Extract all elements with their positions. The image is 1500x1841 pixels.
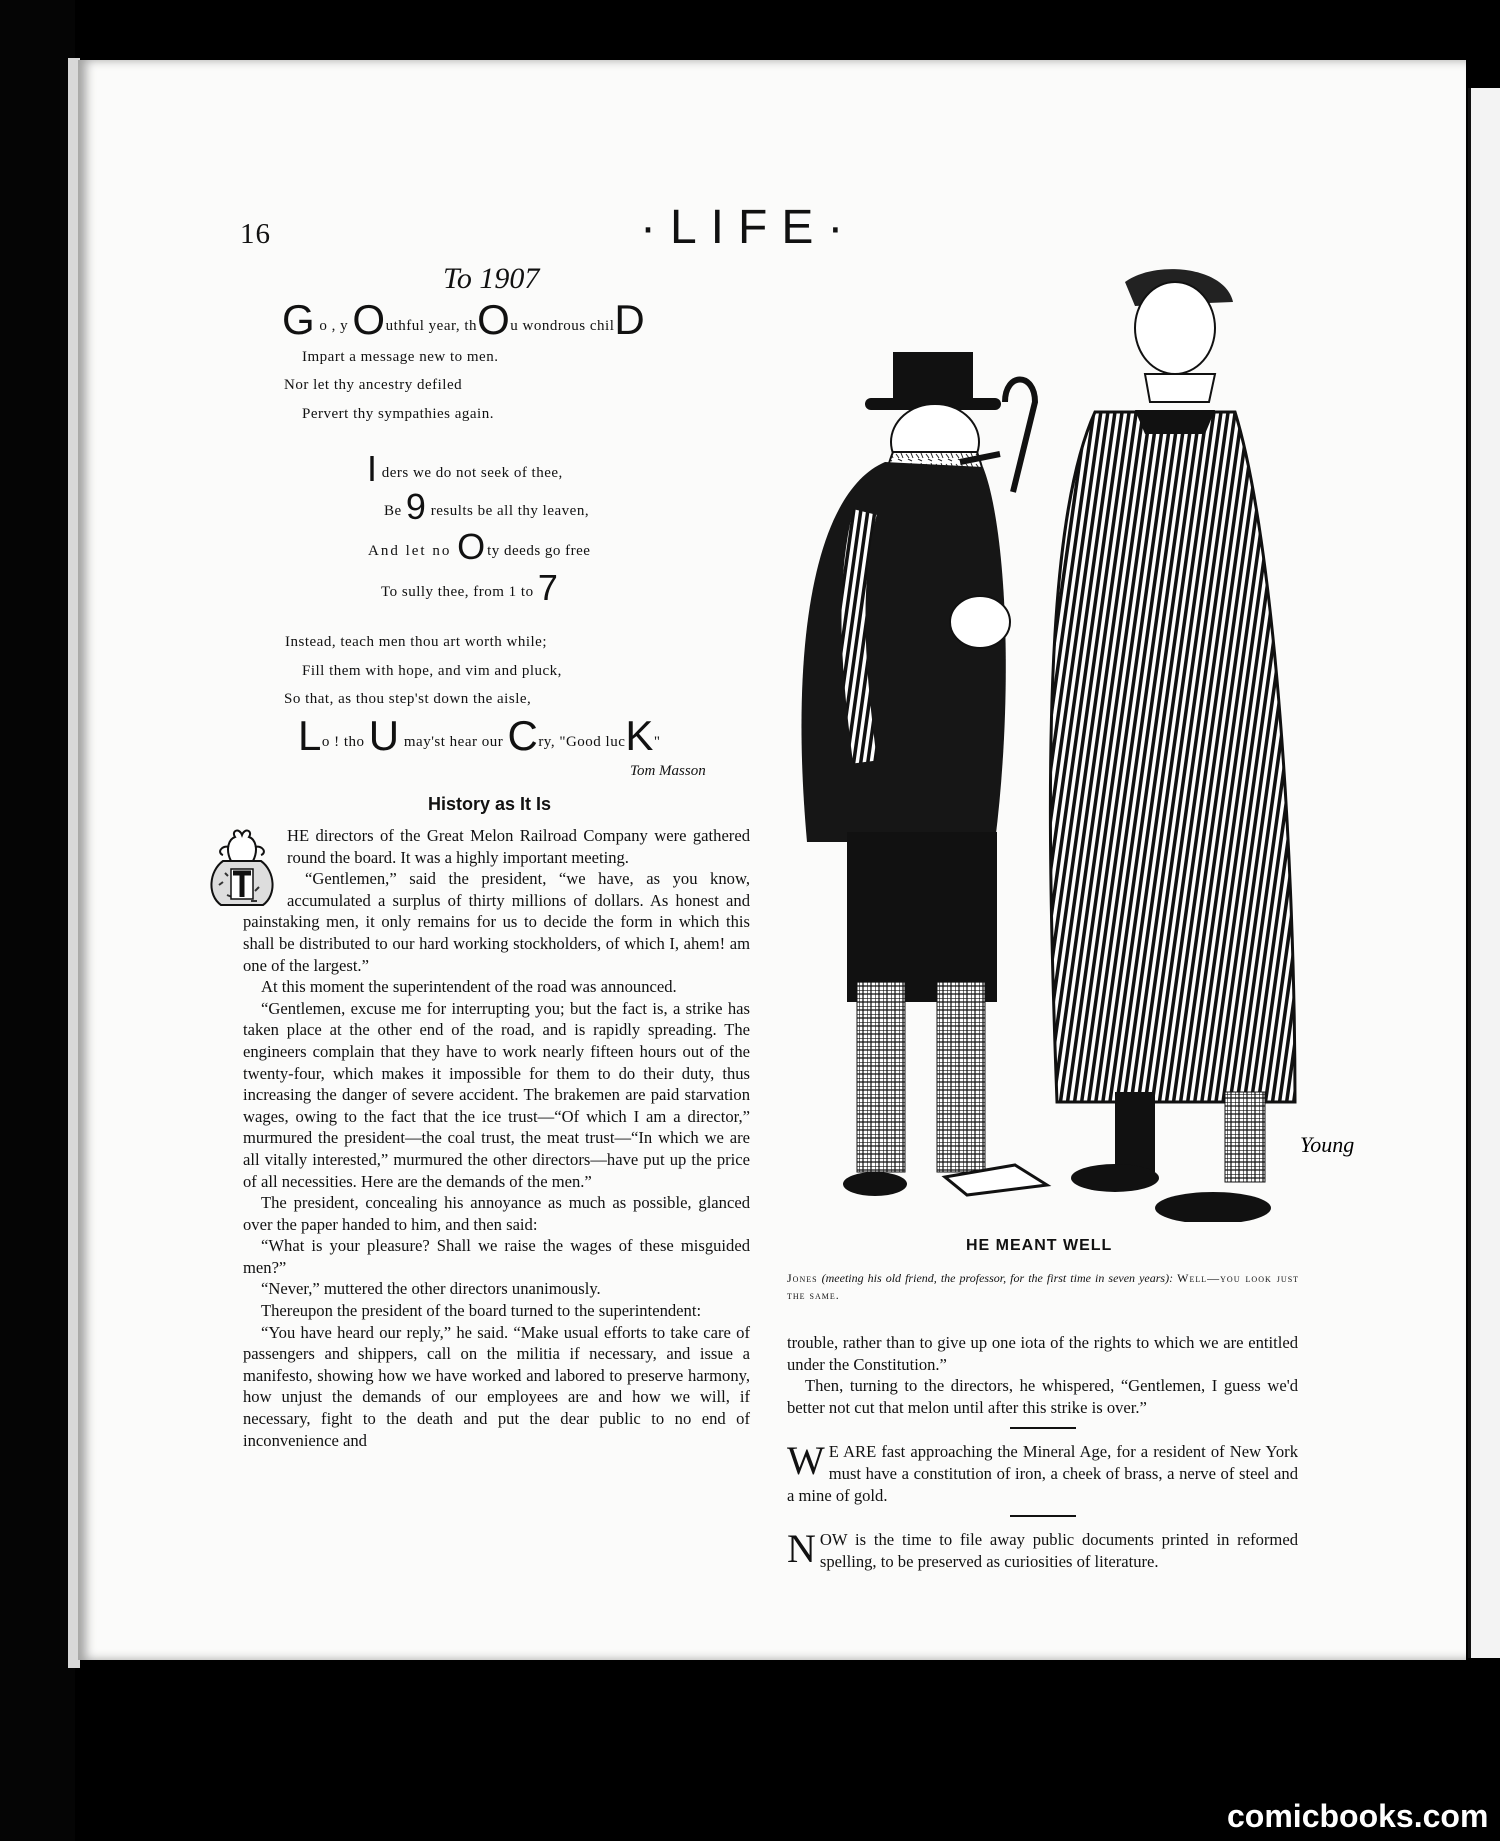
story-paragraph: “Gentlemen,” said the president, “we have, as you know, accumulated a surplus of thirty millions of dollars. As honest and painstaking men, it only remains for us to decide the form in which this shall be distributed to our hard working stockholders, of which I, ahem! am one of the largest.” bbox=[243, 869, 750, 975]
story-paragraph: “You have heard our reply,” he said. “Make usual efforts to take care of passengers and shippers, call on the militia if necessary, and issue a manifesto, showing how we have worked and labored to preserve harmony, how unjust the demands of our employees are and how we will, if necessary, fight to the death and put the dear public to no end of inconvenience and bbox=[243, 1322, 750, 1450]
masthead-life: ·LIFE· bbox=[640, 201, 858, 254]
poem-line-7: And let no Oty deeds go free bbox=[368, 526, 591, 567]
poem-line-1: G o , y Outhful year, thOu wondrous chilD bbox=[282, 296, 646, 343]
page-number: 16 bbox=[240, 218, 271, 250]
watermark: comicbooks.com bbox=[1227, 1798, 1489, 1834]
story-paragraph: “Never,” muttered the other directors unanimously. bbox=[261, 1279, 601, 1299]
poem-line-9: Instead, teach men thou art worth while; bbox=[285, 634, 548, 650]
artist-signature: Young bbox=[1300, 1132, 1355, 1157]
story-paragraph: Then, turning to the directors, he whispered, “Gentlemen, I guess we'd better not cut that melon until after this strike is over.” bbox=[787, 1376, 1298, 1417]
poem-line-11: So that, as thou step'st down the aisle, bbox=[284, 691, 532, 707]
poem-line-5: I ders we do not seek of thee, bbox=[367, 448, 563, 489]
poem-line-3: Nor let thy ancestry defiled bbox=[284, 377, 463, 393]
tall-man-figure bbox=[1050, 269, 1295, 1222]
cartoon-caption-title: HE MEANT WELL bbox=[966, 1237, 1113, 1254]
poem-line-10: Fill them with hope, and vim and pluck, bbox=[302, 663, 562, 679]
poem-line-2: Impart a message new to men. bbox=[302, 349, 499, 365]
story-title: History as It Is bbox=[428, 794, 552, 814]
story-body bbox=[243, 825, 750, 1451]
story-paragraph: “What is your pleasure? Shall we raise the wages of these misguided men?” bbox=[243, 1236, 750, 1277]
poem-line-12: Lo ! tho U may'st hear our Cry, "Good lucK" bbox=[298, 712, 661, 759]
poem-line-8: To sully thee, from 1 to 7 bbox=[381, 567, 559, 608]
story-paragraph: At this moment the superintendent of the road was announced. bbox=[261, 977, 677, 997]
mineral-age-item: W E ARE fast approaching the Mineral Age, for a resident of New York must have a constitution of iron, a cheek of brass, a nerve of steel and a mine of gold. bbox=[787, 1438, 1298, 1505]
poem-line-4: Pervert thy sympathies again. bbox=[302, 406, 494, 422]
poem-title: To 1907 bbox=[443, 262, 540, 295]
money-bag-dropcap-icon bbox=[205, 825, 279, 909]
divider-rule bbox=[1010, 1427, 1076, 1429]
cartoon-illustration bbox=[795, 262, 1385, 1222]
right-column-text bbox=[787, 1332, 1298, 1572]
cartoon-caption: Jones (meeting his old friend, the professor, for the first time in seven years): Well—you look just the same. bbox=[787, 1271, 1300, 1302]
adjacent-page-edge bbox=[1468, 88, 1500, 1658]
book-binding-shadow bbox=[0, 0, 75, 1841]
divider-rule bbox=[1010, 1515, 1076, 1517]
story-paragraph: HE directors of the Great Melon Railroad Company were gathered round the board. It was a highly important meeting. bbox=[287, 826, 750, 867]
story-paragraph: Thereupon the president of the board turned to the superintendent: bbox=[261, 1301, 702, 1321]
poem-author: Tom Masson bbox=[630, 763, 706, 779]
story-continuation: trouble, rather than to give up one iota of the rights to which we are entitled under the Constitution.” bbox=[787, 1333, 1298, 1374]
story-paragraph: “Gentlemen, excuse me for interrupting you; but the fact is, a strike has taken place at the other end of the road, and is rapidly spreading. The engineers complain that they have to work nearly fifteen hours out of the twenty-four, which makes it impossible for them to do their duty, thus increasing the danger of severe accident. The brakemen are paid starvation wages, owing to the fact that the ice trust—“Of which I am a director,” murmured the president—the coal trust, the meat trust—“In which we are all vitally interested,” murmured the other directors—have put up the price of all necessities. Here are the demands of the men.” bbox=[243, 998, 750, 1191]
story-paragraph: The president, concealing his annoyance as much as possible, glanced over the paper handed to him, and then said: bbox=[243, 1193, 750, 1234]
poem-line-6: Be 9 results be all thy leaven, bbox=[384, 486, 590, 527]
spelling-item: NOW is the time to file away public documents printed in reformed spelling, to be preserved as curiosities of literature. bbox=[787, 1526, 1298, 1572]
old-man-figure bbox=[801, 352, 1047, 1196]
